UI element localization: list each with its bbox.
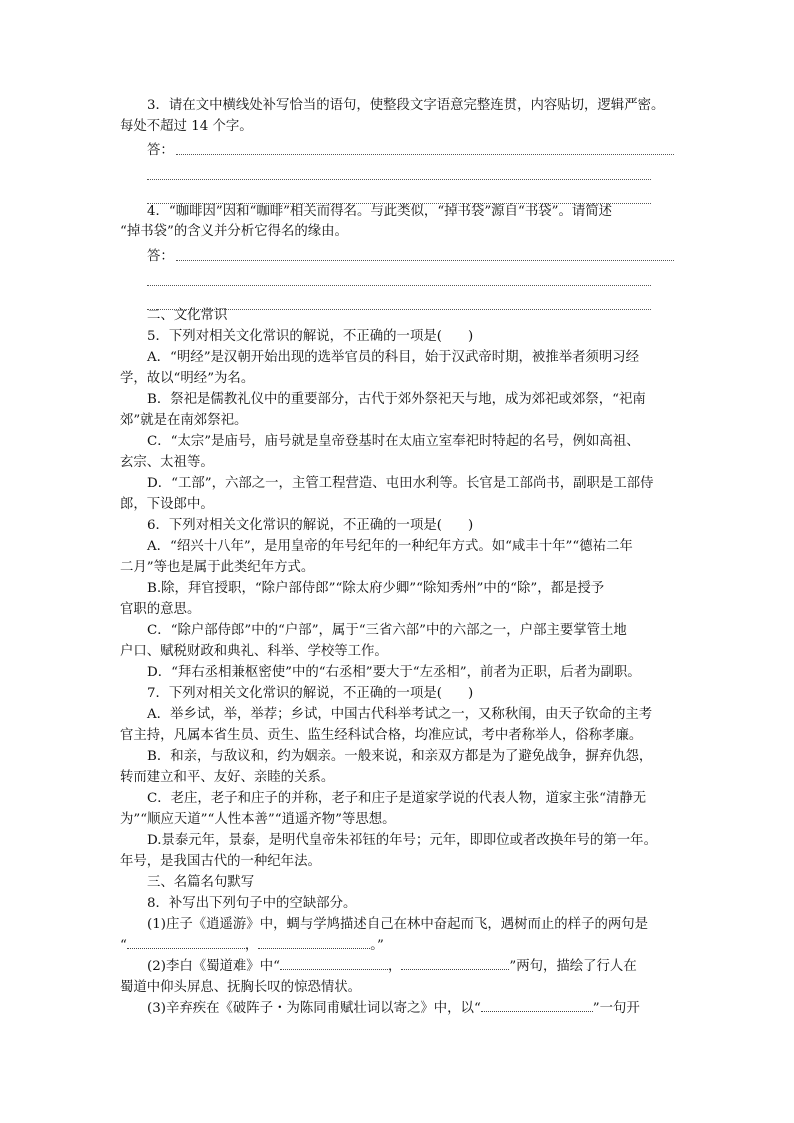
q7-option-a-text: A．举乡试，举，举荐；乡试，中国古代科举考试之一，又称秋闱，由天子钦命的主考	[147, 707, 653, 722]
q7-stem: 7．下列对相关文化常识的解说，不正确的一项是( )	[147, 686, 474, 701]
q6-option-a-text-cont: 二月”等也是属于此类纪年方式。	[120, 560, 315, 575]
q6-option-c-cont	[0, 642, 794, 662]
q3-answer-line-1[interactable]	[176, 141, 674, 155]
q6-option-b-cont	[0, 600, 794, 620]
q6-option-b	[0, 579, 794, 599]
q5-option-c-cont	[0, 453, 794, 473]
q7-option-c-text-cont: 为”“顺应天道”“人性本善”“逍遥齐物”等思想。	[120, 812, 396, 827]
q5-option-a-text: A．“明经”是汉朝开始出现的选举官员的科目，始于汉武帝时期，被推举者须明习经	[147, 350, 640, 365]
q4-prompt-cont: “掉书袋”的含义并分析它得名的缘由。	[120, 224, 348, 239]
q5-option-a-text-cont: 学，故以“明经”为名。	[120, 371, 255, 386]
section-3-title: 三、名篇名句默写	[147, 875, 255, 890]
q3-line-1	[0, 96, 794, 116]
section-2-title: 二、文化常识	[147, 308, 228, 323]
q7-option-b-cont	[0, 768, 794, 788]
q5-option-d	[0, 474, 794, 494]
q7-option-c-text: C．老庄，老子和庄子的并称，老子和庄子是道家学说的代表人物，道家主张“清静无	[147, 791, 647, 806]
q8-sub2-row	[0, 957, 794, 977]
q6-stem: 6．下列对相关文化常识的解说，不正确的一项是( )	[147, 518, 474, 533]
q3-prompt: 3．请在文中横线处补写恰当的语句，使整段文字语意完整连贯，内容贴切，逻辑严密。	[147, 98, 665, 113]
q5-stem: 5．下列对相关文化常识的解说，不正确的一项是( )	[147, 329, 474, 344]
q6-option-d	[0, 663, 794, 683]
q5-option-c-text: C．“太宗”是庙号，庙号就是皇帝登基时在太庙立室奉祀时特起的名号，例如高祖、	[147, 434, 640, 449]
section-3-row	[0, 873, 794, 893]
q7-option-d-text: D.景泰元年，景泰，是明代皇帝朱祁钰的年号；元年，即即位或者改换年号的第一年。	[147, 833, 657, 848]
q6-option-a	[0, 537, 794, 557]
q3-answer-label: 答：	[147, 143, 174, 158]
q4-answer-line-1[interactable]	[176, 247, 674, 261]
q7-option-a-text-cont: 官主持，凡属本省生员、贡生、监生经科试合格，均准应试，考中者称举人，俗称孝廉。	[120, 728, 643, 743]
q7-option-c	[0, 789, 794, 809]
q8-sub3-blank[interactable]	[481, 1000, 593, 1012]
q7-option-c-cont	[0, 810, 794, 830]
q5-option-b	[0, 390, 794, 410]
q5-option-b-text: B．祭祀是儒教礼仪中的重要部分，古代于郊外祭祀天与地，成为郊祀或郊祭，“祀南	[147, 392, 646, 407]
q8-stem-row	[0, 894, 794, 914]
q8-sub1-blanks-row	[0, 936, 794, 956]
q6-option-c-text: C．“除户部侍郎”中的“户部”，属于“三省六部”中的六部之一，户部主要掌管土地	[147, 623, 627, 638]
q6-option-c-text-cont: 户口、赋税财政和典礼、科举、学校等工作。	[120, 644, 388, 659]
q8-sub1-blanks: “ ， 。”	[120, 938, 384, 953]
q5-option-d-text-cont: 郎，下设郎中。	[120, 497, 214, 512]
q8-sub2-text: (2)李白《蜀道难》中“ ， ”两句，描绘了行人在	[147, 959, 637, 974]
q8-sub1-row	[0, 915, 794, 935]
q4-answer-label: 答：	[147, 249, 174, 264]
q4-answer-row-2	[0, 272, 794, 292]
q8-sub1-blank-2[interactable]	[258, 937, 370, 949]
q8-sub2-blank-2[interactable]	[401, 958, 509, 970]
q6-option-b-text: B.除，拜官授职，“除户部侍郎”“除太府少卿”“除知秀州”中的“除”，都是授予	[147, 581, 605, 596]
q3-answer-line-2[interactable]	[147, 166, 651, 180]
q7-option-b-text: B．和亲，与敌议和，约为姻亲。一般来说，和亲双方都是为了避免战争，摒弃仇怨，	[147, 749, 653, 764]
q7-option-d	[0, 831, 794, 851]
q4-line-2	[0, 222, 794, 242]
q8-sub1-text: (1)庄子《逍遥游》中，蜩与学鸠描述自己在林中奋起而飞，遇树而止的样子的两句是	[147, 917, 649, 932]
q8-sub1-blank-1[interactable]	[127, 937, 245, 949]
q7-option-d-text-cont: 年号，是我国古代的一种纪年法。	[120, 854, 321, 869]
q4-answer-row	[0, 247, 794, 267]
q5-option-c-text-cont: 玄宗、太祖等。	[120, 455, 214, 470]
q4-prompt: 4．“咖啡因”因和“咖啡”相关而得名。与此类似，“掉书袋”源自“书袋”。请简述	[147, 204, 613, 219]
q7-option-d-cont	[0, 852, 794, 872]
q7-option-b	[0, 747, 794, 767]
q6-option-d-text: D．“拜右丞相兼枢密使”中的“右丞相”要大于“左丞相”，前者为正职，后者为副职。	[147, 665, 641, 680]
q8-sub3-row	[0, 999, 794, 1019]
q7-option-a	[0, 705, 794, 725]
q8-sub2-text-cont: 蜀道中仰头屏息、抚胸长叹的惊恐情状。	[120, 980, 362, 995]
q3-line-2	[0, 117, 794, 137]
q6-option-a-cont	[0, 558, 794, 578]
q5-option-c	[0, 432, 794, 452]
q3-answer-row-2	[0, 166, 794, 186]
q5-option-b-text-cont: 郊”就是在南郊祭祀。	[120, 413, 248, 428]
q6-option-c	[0, 621, 794, 641]
q7-stem-row	[0, 684, 794, 704]
q5-option-a	[0, 348, 794, 368]
q7-option-a-cont	[0, 726, 794, 746]
q6-option-b-text-cont: 官职的意思。	[120, 602, 201, 617]
q5-option-b-cont	[0, 411, 794, 431]
q7-option-b-text-cont: 转而建立和平、友好、亲睦的关系。	[120, 770, 335, 785]
q6-option-a-text: A．“绍兴十八年”，是用皇帝的年号纪年的一种纪年方式。如“咸丰十年”“德祐二年	[147, 539, 633, 554]
section-2-row	[0, 306, 794, 326]
q4-answer-line-2[interactable]	[147, 272, 651, 286]
q3-answer-row	[0, 141, 794, 161]
q8-sub3-text: (3)辛弃疾在《破阵子・为陈同甫赋壮词以寄之》中，以“ ”一句开	[147, 1001, 640, 1016]
q3-prompt-cont: 每处不超过 14 个字。	[120, 119, 253, 134]
q5-stem-row	[0, 327, 794, 347]
q5-option-d-cont	[0, 495, 794, 515]
q8-sub2-blank-1[interactable]	[280, 958, 388, 970]
q5-option-d-text: D．“工部”，六部之一，主管工程营造、屯田水利等。长官是工部尚书，副职是工部侍	[147, 476, 654, 491]
q8-sub2-cont-row	[0, 978, 794, 998]
q6-stem-row	[0, 516, 794, 536]
q4-line-1	[0, 202, 794, 222]
q8-stem: 8．补写出下列句子中的空缺部分。	[147, 896, 357, 911]
q5-option-a-cont	[0, 369, 794, 389]
